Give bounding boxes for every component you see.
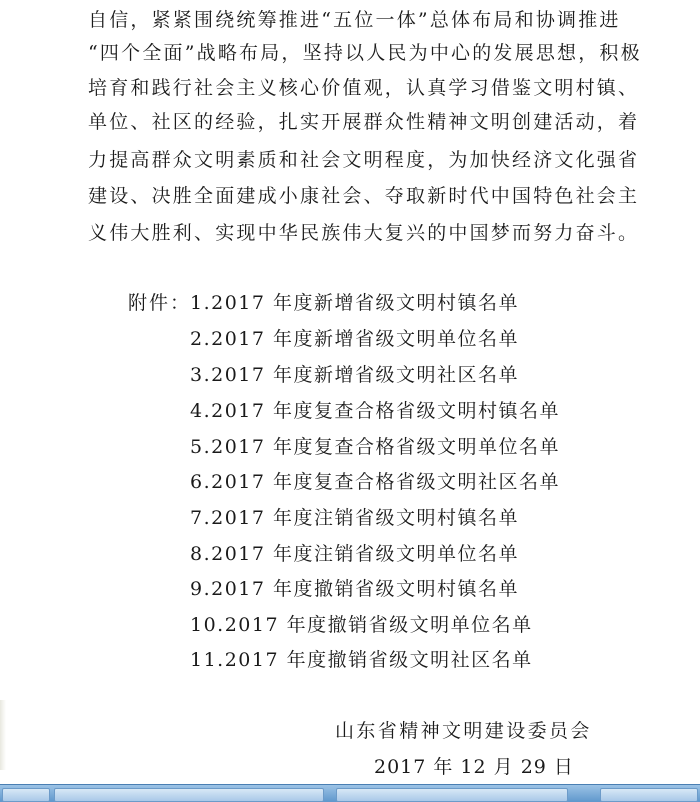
attachment-item: 4.2017 年度复查合格省级文明村镇名单 <box>190 400 561 422</box>
signature-organization: 山东省精神文明建设委员会 <box>335 720 592 742</box>
paragraph-line: “四个全面”战略布局，坚持以人民为中心的发展思想，积极 <box>88 42 642 64</box>
taskbar <box>0 784 700 802</box>
paragraph-line: 建设、决胜全面建成小康社会、夺取新时代中国特色社会主 <box>88 185 640 207</box>
attachment-item: 8.2017 年度注销省级文明单位名单 <box>190 543 520 565</box>
paragraph-line: 培育和践行社会主义核心价值观，认真学习借鉴文明村镇、 <box>88 77 640 99</box>
paragraph-line: 力提高群众文明素质和社会文明程度，为加快经济文化强省 <box>88 149 640 171</box>
attachment-item: 11.2017 年度撤销省级文明社区名单 <box>190 649 533 671</box>
paragraph-line: 自信，紧紧围绕统筹推进“五位一体”总体布局和协调推进 <box>88 9 621 31</box>
paragraph-line: 单位、社区的经验，扎实开展群众性精神文明创建活动，着 <box>88 111 640 133</box>
attachments-label: 附件： <box>128 292 192 314</box>
taskbar-tray[interactable] <box>600 788 698 802</box>
paragraph-line: 义伟大胜利、实现中华民族伟大复兴的中国梦而努力奋斗。 <box>88 222 640 244</box>
page-edge-shadow <box>0 700 6 770</box>
attachment-item: 6.2017 年度复查合格省级文明社区名单 <box>190 471 561 493</box>
signature-date: 2017 年 12 月 29 日 <box>374 756 574 778</box>
attachment-item: 9.2017 年度撤销省级文明村镇名单 <box>190 578 520 600</box>
attachment-item: 7.2017 年度注销省级文明村镇名单 <box>190 507 520 529</box>
taskbar-window-button[interactable] <box>336 788 568 802</box>
attachment-item: 3.2017 年度新增省级文明社区名单 <box>190 364 520 386</box>
attachment-item: 2.2017 年度新增省级文明单位名单 <box>190 328 520 350</box>
attachment-item: 10.2017 年度撤销省级文明单位名单 <box>190 614 533 636</box>
taskbar-window-button[interactable] <box>54 788 324 802</box>
attachment-item: 5.2017 年度复查合格省级文明单位名单 <box>190 436 561 458</box>
attachment-item: 1.2017 年度新增省级文明村镇名单 <box>190 292 520 314</box>
taskbar-start-button[interactable] <box>2 788 50 802</box>
